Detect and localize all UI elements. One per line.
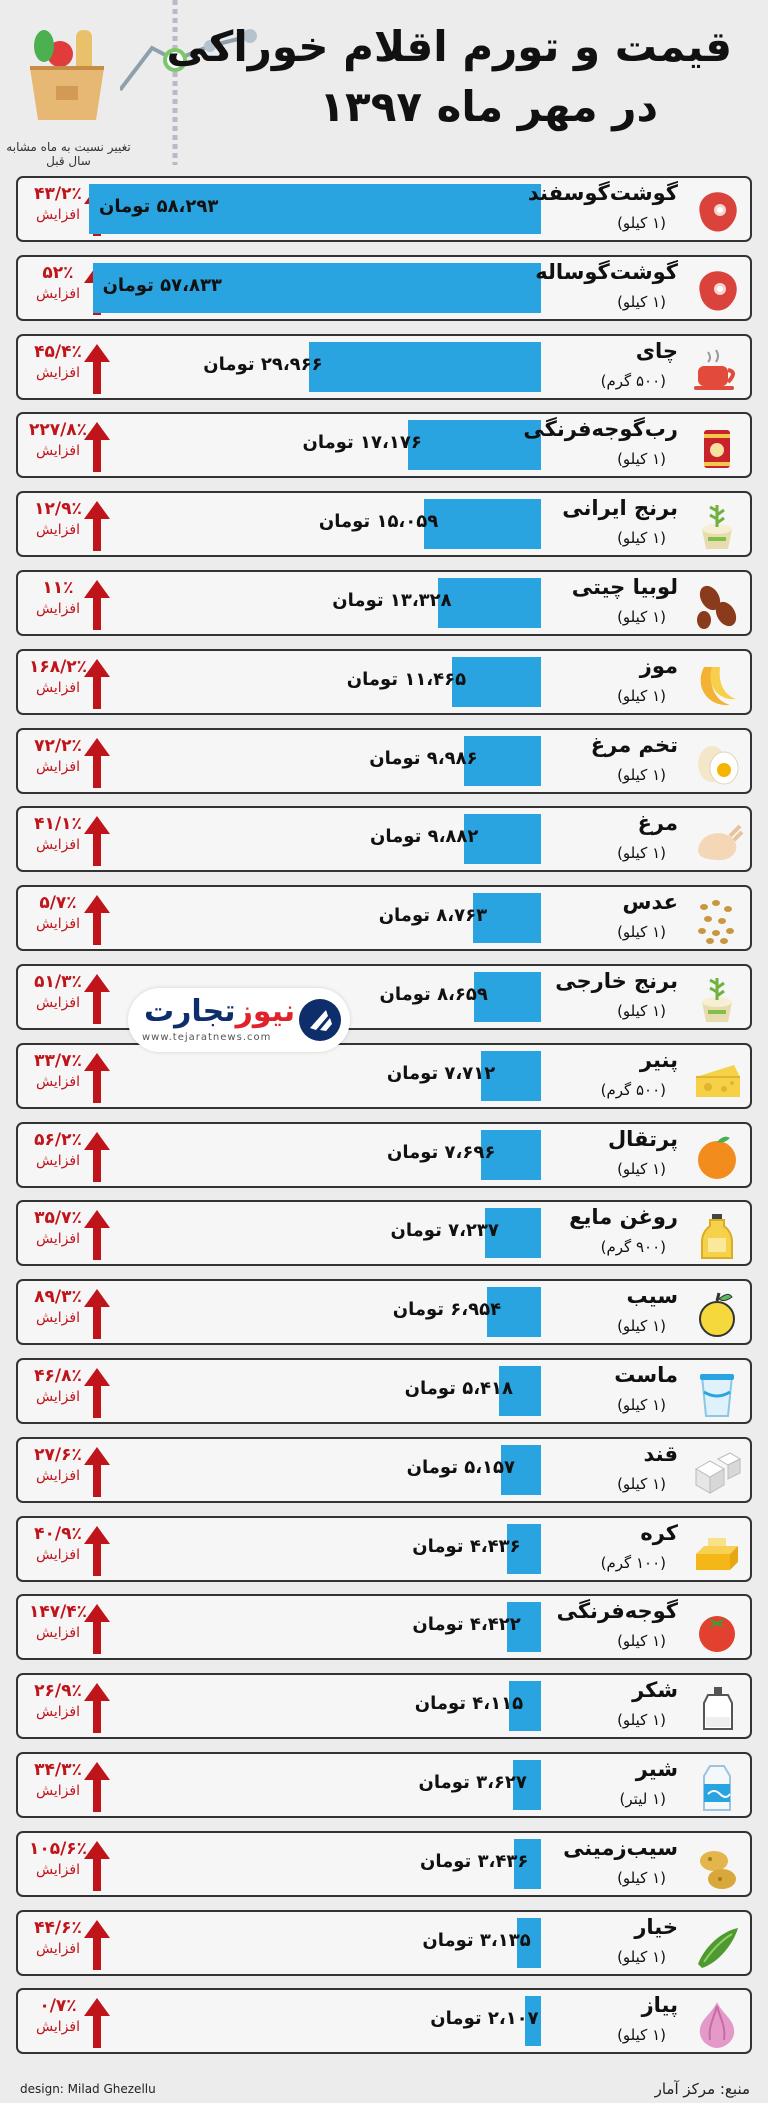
item-unit: (۱ کیلو) bbox=[617, 923, 666, 942]
tomato-paste-icon bbox=[690, 420, 744, 474]
item-name: قند bbox=[643, 1441, 678, 1466]
item-unit: (۱ کیلو) bbox=[617, 292, 666, 311]
price-label: ۵۷،۸۳۳ تومان bbox=[102, 274, 222, 296]
change-label: افزایش bbox=[36, 1861, 80, 1878]
item-unit: (۱ کیلو) bbox=[617, 844, 666, 863]
price-label: ۲۹،۹۶۶ تومان bbox=[203, 353, 323, 375]
item-unit: (۱ کیلو) bbox=[617, 450, 666, 469]
oil-icon bbox=[690, 1208, 744, 1262]
item-unit: (۱ کیلو) bbox=[617, 1868, 666, 1887]
item-row bbox=[16, 570, 752, 636]
design-credit: design: Milad Ghezellu bbox=[20, 2082, 156, 2096]
up-arrow-icon bbox=[82, 342, 112, 396]
up-arrow-icon bbox=[82, 1445, 112, 1499]
item-unit: (۵۰۰ گرم) bbox=[600, 1080, 666, 1099]
logo-name: نیوزتجارت bbox=[144, 994, 296, 1029]
item-row bbox=[16, 1122, 752, 1188]
change-label: افزایش bbox=[36, 285, 80, 302]
item-unit: (۵۰۰ گرم) bbox=[600, 371, 666, 390]
price-label: ۳،۶۲۷ تومان bbox=[418, 1772, 527, 1793]
item-name: برنج خارجی bbox=[555, 969, 678, 993]
price-label: ۵،۱۵۷ تومان bbox=[406, 1456, 516, 1478]
item-row bbox=[16, 728, 752, 794]
change-note: تغییر نسبت به ماه مشابه سال قبل bbox=[6, 140, 131, 168]
orange-icon bbox=[690, 1130, 744, 1184]
item-name: خیار bbox=[634, 1914, 678, 1939]
up-arrow-icon bbox=[82, 1681, 112, 1735]
change-label: افزایش bbox=[36, 1152, 80, 1169]
item-unit: (۱ لیتر) bbox=[619, 1790, 666, 1808]
change-label: افزایش bbox=[36, 1073, 80, 1090]
data-source: منبع: مرکز آمار bbox=[654, 2080, 750, 2098]
meat-icon bbox=[690, 263, 744, 317]
change-label: افزایش bbox=[36, 207, 80, 223]
up-arrow-icon bbox=[82, 814, 112, 868]
price-label: ۷،۲۳۷ تومان bbox=[390, 1220, 499, 1242]
price-label: ۲،۱۰۷ تومان bbox=[430, 2008, 539, 2030]
item-name: گوجه‌فرنگی bbox=[556, 1599, 678, 1624]
rice-icon bbox=[690, 499, 744, 553]
item-row bbox=[16, 1752, 752, 1818]
change-percent: ۱۰۵/۶٪ bbox=[28, 1838, 88, 1859]
change-percent: ۱۴۷/۴٪ bbox=[28, 1602, 88, 1623]
item-row bbox=[16, 1516, 752, 1582]
egg-icon bbox=[690, 736, 744, 790]
header bbox=[0, 0, 768, 168]
item-unit: (۱ کیلو) bbox=[617, 765, 666, 784]
item-name: روغن مایع bbox=[569, 1205, 678, 1230]
change-label: افزایش bbox=[36, 995, 80, 1011]
chicken-icon bbox=[690, 814, 744, 868]
sugar-cube-icon bbox=[690, 1445, 744, 1499]
potato-icon bbox=[690, 1839, 744, 1893]
milk-icon bbox=[690, 1760, 744, 1814]
up-arrow-icon bbox=[82, 1130, 112, 1184]
item-unit: (۱ کیلو) bbox=[617, 1474, 666, 1493]
grocery-basket-icon bbox=[20, 16, 130, 130]
banana-icon bbox=[690, 657, 744, 711]
change-percent: ۴۵/۴٪ bbox=[34, 341, 82, 362]
item-name: عدس bbox=[622, 890, 678, 915]
item-row bbox=[16, 1673, 752, 1739]
up-arrow-icon bbox=[82, 1287, 112, 1341]
yogurt-icon bbox=[690, 1366, 744, 1420]
item-row bbox=[16, 964, 752, 1030]
up-arrow-icon bbox=[82, 1602, 112, 1656]
change-label: افزایش bbox=[36, 1940, 80, 1957]
tejaratnews-logo bbox=[128, 988, 350, 1052]
item-unit: (۱ کیلو) bbox=[617, 1159, 666, 1178]
change-label: افزایش bbox=[36, 758, 80, 775]
change-label: افزایش bbox=[36, 2019, 80, 2036]
item-row bbox=[16, 1594, 752, 1660]
change-percent: ۳۵/۷٪ bbox=[34, 1208, 82, 1229]
change-percent: ۱۱٪ bbox=[42, 578, 74, 598]
item-unit: (۱ کیلو) bbox=[617, 686, 666, 705]
up-arrow-icon bbox=[82, 1366, 112, 1420]
item-name: مرغ bbox=[637, 811, 678, 836]
change-label: افزایش bbox=[36, 1546, 80, 1563]
change-percent: ۴۱/۱٪ bbox=[34, 814, 82, 835]
item-name: پنیر bbox=[639, 1047, 678, 1072]
change-label: افزایش bbox=[36, 1704, 80, 1721]
rice-icon bbox=[690, 972, 744, 1026]
item-name: موز bbox=[639, 653, 678, 678]
item-name: گوشت‌گوساله bbox=[535, 259, 678, 284]
change-percent: ۲۷/۶٪ bbox=[34, 1444, 82, 1465]
up-arrow-icon bbox=[82, 1208, 112, 1262]
item-row bbox=[16, 649, 752, 715]
change-percent: ۴۰/۹٪ bbox=[34, 1523, 82, 1544]
up-arrow-icon bbox=[82, 972, 112, 1026]
up-arrow-icon bbox=[82, 1918, 112, 1972]
item-name: شیر bbox=[635, 1757, 678, 1781]
item-unit: (۱ کیلو) bbox=[617, 1396, 666, 1414]
price-label: ۹،۹۸۶ تومان bbox=[369, 747, 478, 769]
item-row bbox=[16, 1279, 752, 1345]
up-arrow-icon bbox=[82, 1760, 112, 1814]
change-label: افزایش bbox=[36, 601, 80, 617]
change-percent: ۵۶/۲٪ bbox=[34, 1129, 82, 1150]
logo-icon bbox=[298, 998, 342, 1042]
item-row bbox=[16, 1910, 752, 1976]
item-unit: (۱۰۰ گرم) bbox=[600, 1553, 666, 1572]
item-row bbox=[16, 1200, 752, 1266]
change-percent: ۴۶/۸٪ bbox=[34, 1366, 82, 1386]
up-arrow-icon bbox=[82, 499, 112, 553]
change-percent: ۳۴/۳٪ bbox=[34, 1760, 82, 1780]
item-unit: (۱ کیلو) bbox=[617, 1947, 666, 1966]
price-label: ۵۸،۲۹۳ تومان bbox=[99, 196, 219, 217]
price-bar bbox=[438, 578, 541, 628]
item-unit: (۱ کیلو) bbox=[617, 214, 666, 232]
price-label: ۳،۱۳۵ تومان bbox=[422, 1929, 531, 1951]
change-label: افزایش bbox=[36, 1467, 80, 1484]
item-unit: (۹۰۰ گرم) bbox=[600, 1238, 666, 1257]
change-label: افزایش bbox=[36, 679, 80, 696]
onion-icon bbox=[690, 1996, 744, 2050]
apple-icon bbox=[690, 1287, 744, 1341]
up-arrow-icon bbox=[82, 420, 112, 474]
change-percent: ۱۲/۹٪ bbox=[34, 499, 82, 520]
up-arrow-icon bbox=[82, 1051, 112, 1105]
title-line-1: قیمت و تورم اقلام خوراکی bbox=[166, 22, 732, 71]
change-label: افزایش bbox=[36, 522, 80, 539]
item-name: ماست bbox=[614, 1363, 678, 1387]
item-name: چای bbox=[635, 338, 678, 363]
tea-icon bbox=[690, 342, 744, 396]
up-arrow-icon bbox=[82, 736, 112, 790]
price-label: ۹،۸۸۲ تومان bbox=[370, 826, 479, 848]
change-percent: ۰/۷٪ bbox=[39, 1996, 77, 2017]
change-percent: ۴۴/۶٪ bbox=[34, 1917, 82, 1938]
item-name: برنج ایرانی bbox=[562, 496, 678, 521]
change-label: افزایش bbox=[36, 1389, 80, 1405]
item-name: کره bbox=[640, 1520, 678, 1545]
price-bar bbox=[424, 499, 541, 549]
title-line-2: در مهر ماه ۱۳۹۷ bbox=[319, 82, 658, 131]
item-row bbox=[16, 255, 752, 321]
item-name: سیب bbox=[626, 1284, 678, 1309]
up-arrow-icon bbox=[82, 893, 112, 947]
item-unit: (۱ کیلو) bbox=[617, 2026, 666, 2045]
up-arrow-icon bbox=[82, 1524, 112, 1578]
item-row bbox=[16, 806, 752, 872]
item-row bbox=[16, 1988, 752, 2054]
tomato-icon bbox=[690, 1602, 744, 1656]
price-label: ۸،۶۵۹ تومان bbox=[379, 984, 488, 1005]
up-arrow-icon bbox=[82, 657, 112, 711]
change-percent: ۴۳/۲٪ bbox=[34, 184, 82, 204]
price-label: ۱۳،۳۲۸ تومان bbox=[332, 590, 452, 611]
change-percent: ۵/۷٪ bbox=[39, 893, 77, 914]
price-label: ۶،۹۵۴ تومان bbox=[392, 1299, 502, 1321]
change-label: افزایش bbox=[36, 916, 80, 933]
cucumber-icon bbox=[690, 1918, 744, 1972]
price-bar bbox=[408, 420, 541, 470]
item-name: رب‌گوجه‌فرنگی bbox=[523, 417, 678, 442]
price-label: ۱۷،۱۷۶ تومان bbox=[302, 432, 422, 454]
item-name: گوشت‌گوسفند bbox=[527, 181, 678, 205]
change-percent: ۱۶۸/۲٪ bbox=[28, 656, 88, 677]
item-unit: (۱ کیلو) bbox=[617, 608, 666, 626]
price-label: ۷،۷۱۲ تومان bbox=[386, 1062, 496, 1084]
butter-icon bbox=[690, 1524, 744, 1578]
change-percent: ۲۲۷/۸٪ bbox=[28, 420, 88, 441]
item-row bbox=[16, 1043, 752, 1109]
item-row bbox=[16, 1437, 752, 1503]
item-unit: (۱ کیلو) bbox=[617, 1711, 666, 1730]
price-label: ۵،۴۱۸ تومان bbox=[404, 1378, 513, 1399]
price-label: ۱۵،۰۵۹ تومان bbox=[318, 511, 439, 533]
item-row bbox=[16, 885, 752, 951]
logo-url: www.tejaratnews.com bbox=[142, 1032, 272, 1043]
up-arrow-icon bbox=[82, 1839, 112, 1893]
price-label: ۸،۷۶۳ تومان bbox=[378, 905, 488, 927]
change-label: افزایش bbox=[36, 1231, 80, 1248]
cheese-icon bbox=[690, 1051, 744, 1105]
price-label: ۴،۴۳۶ تومان bbox=[412, 1535, 521, 1557]
item-unit: (۱ کیلو) bbox=[617, 1317, 666, 1336]
item-unit: (۱ کیلو) bbox=[617, 1002, 666, 1020]
price-label: ۳،۴۳۶ تومان bbox=[419, 1850, 529, 1872]
item-name: سیب‌زمینی bbox=[563, 1835, 678, 1860]
change-label: افزایش bbox=[36, 1625, 80, 1642]
change-percent: ۲۶/۹٪ bbox=[34, 1681, 82, 1702]
price-bar bbox=[309, 342, 541, 392]
item-row bbox=[16, 1358, 752, 1424]
change-label: افزایش bbox=[36, 837, 80, 854]
change-label: افزایش bbox=[36, 443, 80, 460]
item-name: پرتقال bbox=[607, 1126, 678, 1151]
item-row bbox=[16, 334, 752, 400]
change-percent: ۵۱/۳٪ bbox=[34, 972, 82, 992]
change-percent: ۷۲/۲٪ bbox=[34, 735, 82, 756]
lentils-icon bbox=[690, 893, 744, 947]
item-row bbox=[16, 176, 752, 242]
up-arrow-icon bbox=[82, 1996, 112, 2050]
up-arrow-icon bbox=[82, 578, 112, 632]
price-label: ۱۱،۴۶۵ تومان bbox=[346, 668, 467, 690]
change-percent: ۳۳/۷٪ bbox=[34, 1050, 82, 1071]
sugar-jar-icon bbox=[690, 1681, 744, 1735]
change-percent: ۸۹/۳٪ bbox=[34, 1287, 82, 1308]
item-row bbox=[16, 1831, 752, 1897]
item-row bbox=[16, 491, 752, 557]
item-name: تخم مرغ bbox=[590, 732, 678, 757]
item-name: پیاز bbox=[641, 1993, 678, 2018]
item-unit: (۱ کیلو) bbox=[617, 529, 666, 548]
price-label: ۷،۶۹۶ تومان bbox=[386, 1141, 496, 1163]
item-name: لوبیا چیتی bbox=[571, 575, 678, 599]
beans-icon bbox=[690, 578, 744, 632]
price-label: ۴،۴۲۲ تومان bbox=[412, 1614, 521, 1636]
change-label: افزایش bbox=[36, 364, 80, 381]
item-name: شکر bbox=[632, 1678, 678, 1703]
item-unit: (۱ کیلو) bbox=[617, 1632, 666, 1651]
change-label: افزایش bbox=[36, 1783, 80, 1799]
price-label: ۴،۱۱۵ تومان bbox=[414, 1693, 524, 1715]
item-row bbox=[16, 412, 752, 478]
meat-icon bbox=[690, 184, 744, 238]
change-percent: ۵۲٪ bbox=[42, 262, 74, 283]
change-label: افزایش bbox=[36, 1310, 80, 1327]
